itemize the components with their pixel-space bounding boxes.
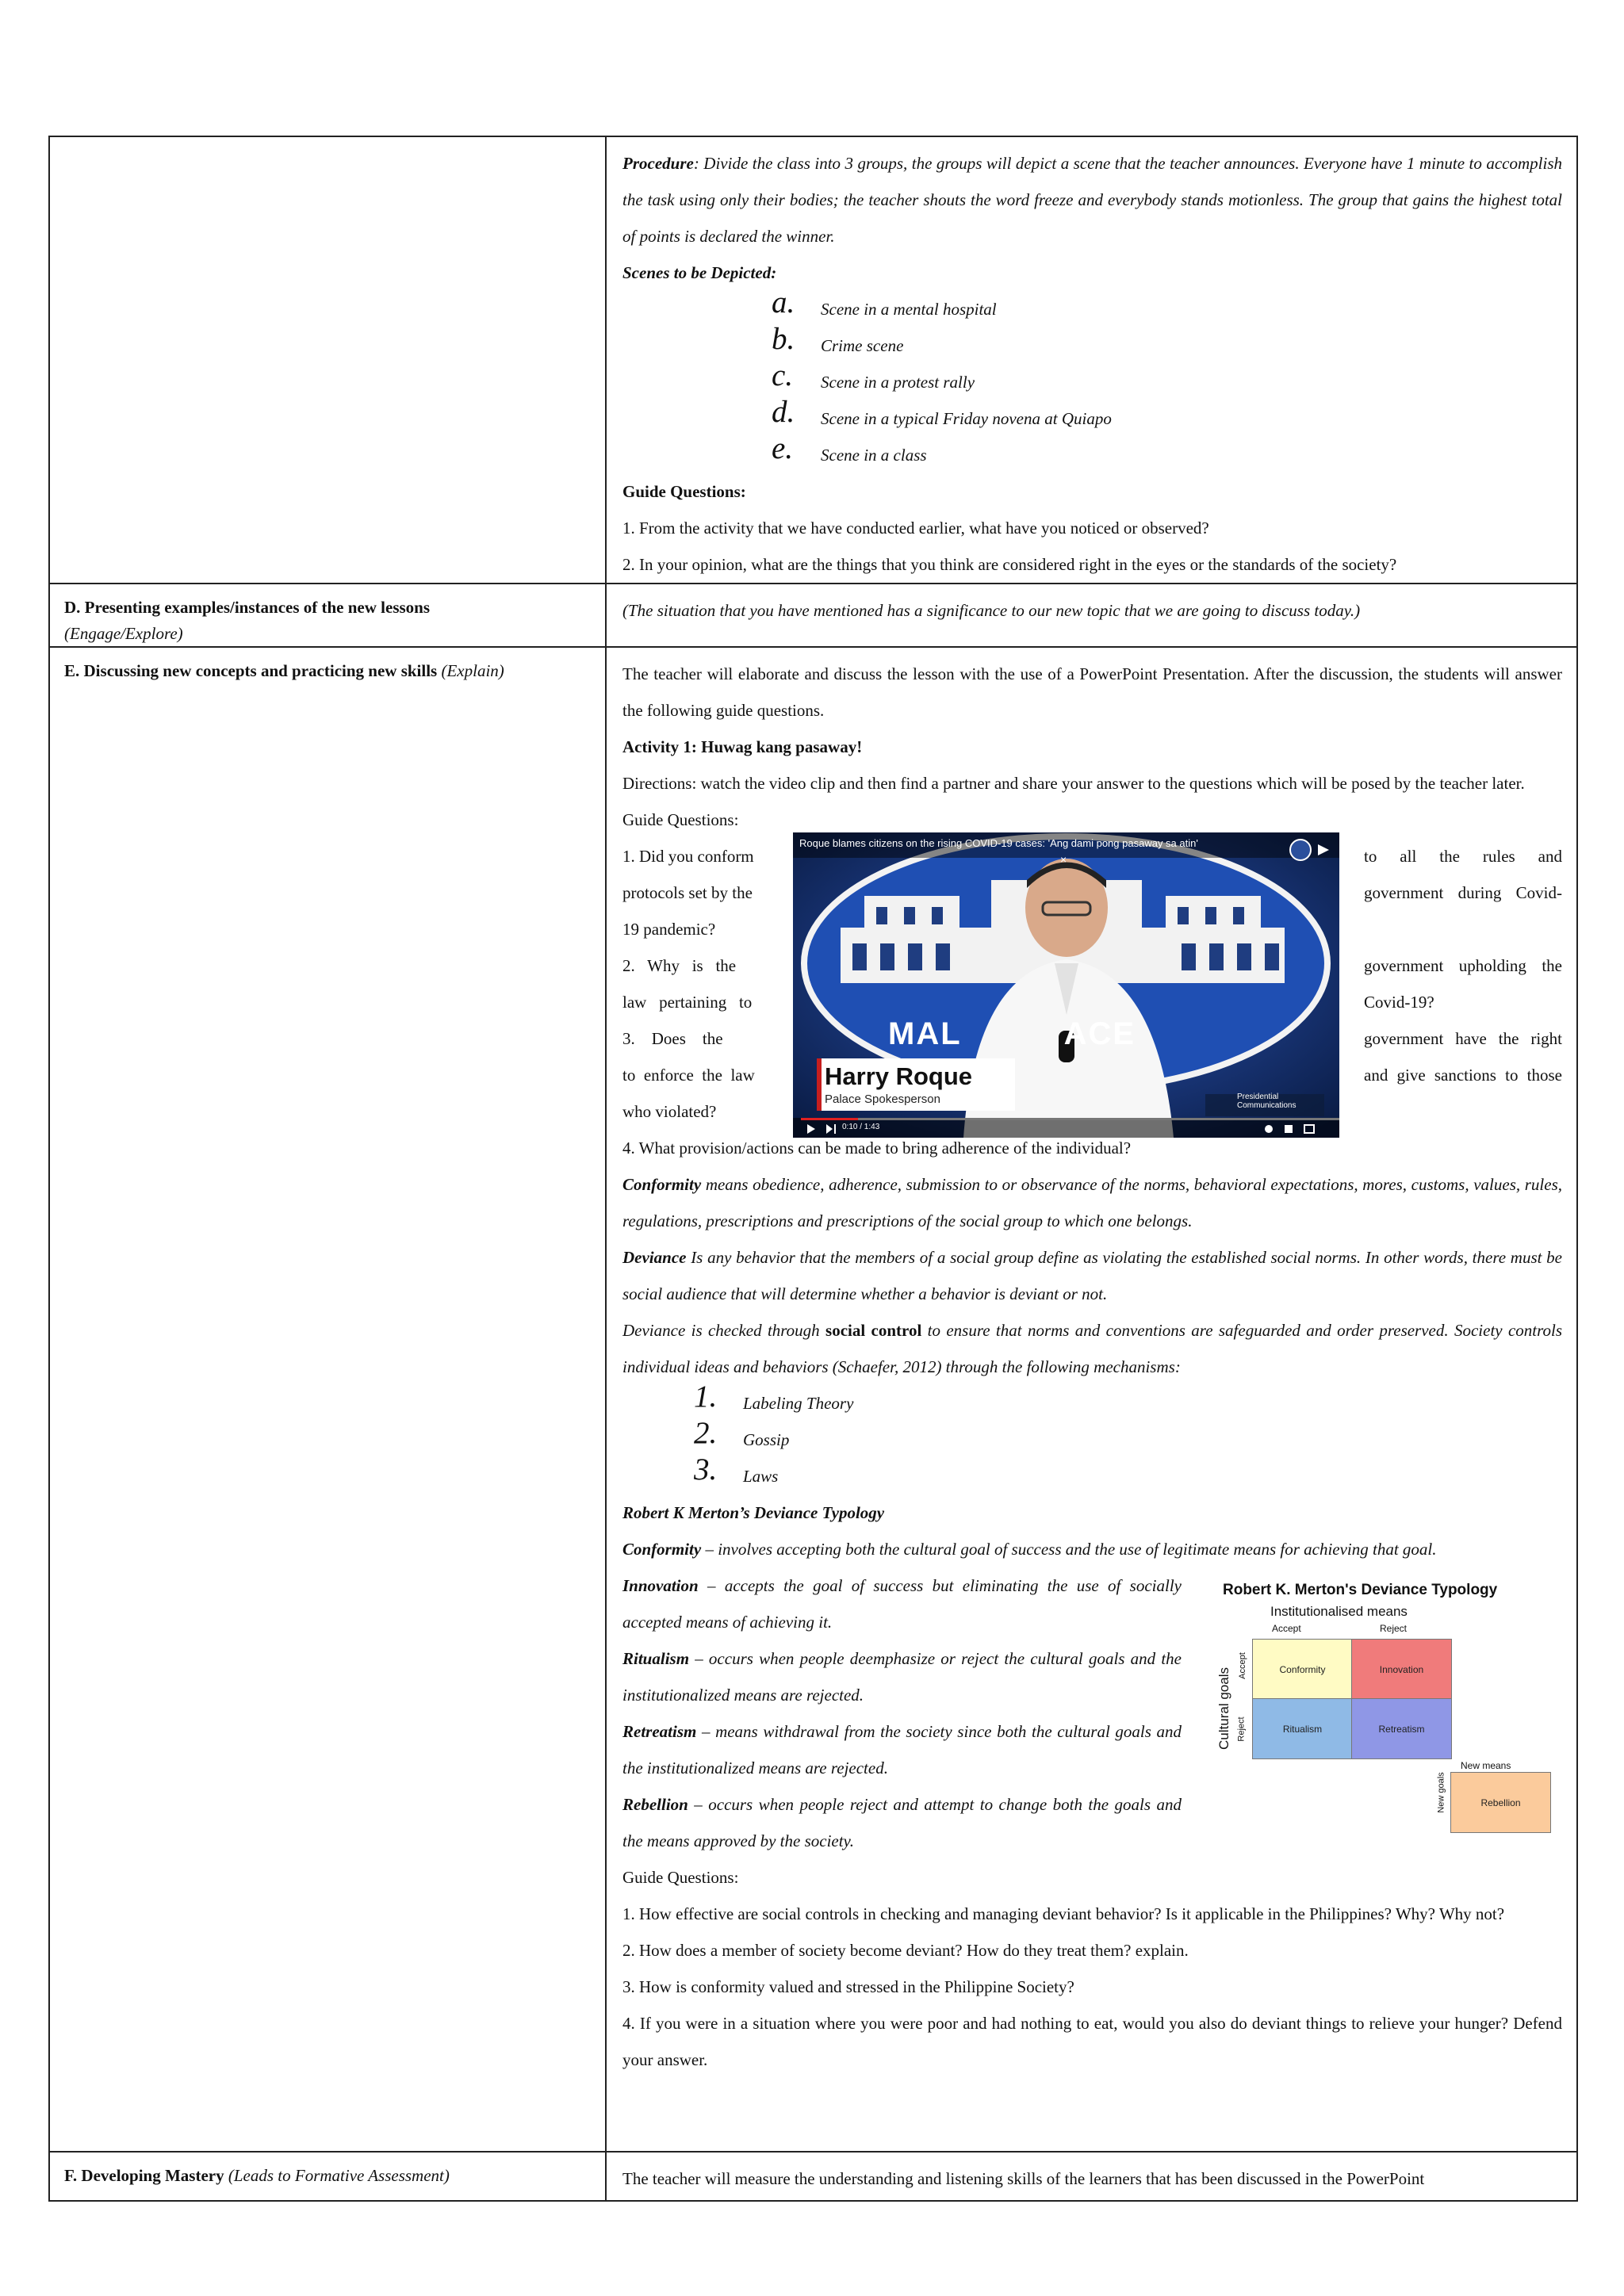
typology-left-axis: Cultural goals	[1216, 1667, 1231, 1750]
typology-ritualism	[622, 1640, 1182, 1713]
row-label-cell	[49, 647, 606, 2152]
typology-term: Ritualism	[622, 1649, 690, 1668]
typology-innovation	[622, 1567, 1182, 1640]
list-marker: a.	[772, 285, 795, 320]
list-marker: b.	[772, 322, 795, 356]
row-e-sub: (Explain)	[441, 661, 504, 680]
row-f-sub: (Leads to Formative Assessment)	[228, 2166, 450, 2185]
wrap-text: law pertaining to	[622, 993, 753, 1012]
typology-def: – means withdrawal from the society since both the cultural goals and the institutionalized means are rejected.	[622, 1722, 1182, 1777]
row-label-cell	[49, 2152, 606, 2201]
typology-def: – occurs when people deemphasize or reject the cultural goals and the institutionalized means are rejected.	[622, 1649, 1182, 1705]
wrap-text: 3. Does the	[622, 1029, 723, 1048]
typology-rebellion	[622, 1786, 1182, 1859]
typology-term: Innovation	[622, 1576, 699, 1595]
video-speaker-title: Palace Spokesperson	[825, 1093, 940, 1106]
scenes-list	[622, 285, 1562, 473]
procedure-paragraph	[622, 145, 1562, 254]
typology-cell-innovation: Innovation	[1351, 1639, 1452, 1700]
list-marker: 2.	[694, 1416, 718, 1450]
list-item	[622, 431, 1562, 473]
list-text: Laws	[743, 1467, 779, 1486]
typology-def: – occurs when people reject and attempt to change both the goals and the means approved by the society.	[622, 1795, 1182, 1850]
conformity-term: Conformity	[622, 1175, 702, 1194]
wrap-text: to enforce the law	[622, 1066, 755, 1085]
row-content-cell	[606, 2152, 1577, 2201]
list-text: Scene in a mental hospital	[821, 300, 997, 319]
guide2-question-2: 2. How does a member of society become deviant? How do they treat them? explain.	[622, 1941, 1189, 1960]
activity-guide-label: Guide Questions:	[622, 810, 739, 829]
table-row	[49, 2152, 1577, 2201]
list-text: Gossip	[743, 1430, 790, 1449]
activity-directions: Directions: watch the video clip and then find a partner and share your answer to the questions which will be posed by the teacher later.	[622, 774, 1525, 793]
deviance-term: Deviance	[622, 1248, 687, 1267]
close-icon[interactable]: ×	[1060, 853, 1067, 866]
typology-def: – involves accepting both the cultural goal of success and the use of legitimate means for achieving that goal.	[701, 1540, 1437, 1559]
wrap-text: government during Covid-	[1364, 883, 1562, 902]
deviance-def: Is any behavior that the members of a social group define as violating the established social norms. In other words, there must be social audience that will determine whether a behavior is deviant or not.	[622, 1248, 1562, 1303]
activity-title: Activity 1: Huwag kang pasaway!	[622, 737, 863, 756]
row-e-intro: The teacher will elaborate and discuss the lesson with the use of a PowerPoint Presentation. After the discussion, the students will answer the following guide questions.	[622, 664, 1562, 720]
conformity-def: means obedience, adherence, submission to or observance of the norms, behavioral expectations, mores, customs, values, rules, regulations, prescriptions and prescriptions of the social group to which one belongs.	[622, 1175, 1562, 1230]
list-item	[622, 395, 1562, 437]
typology-cell-retreatism: Retreatism	[1351, 1698, 1452, 1759]
wrap-text: 2. Why is the	[622, 956, 737, 975]
row-e-title: . Discussing new concepts and practicing new skills	[75, 661, 438, 680]
social-control-term: social control	[825, 1321, 922, 1340]
guide2-question-1: 1. How effective are social controls in checking and managing deviant behavior? Is it applicable in the Philippines? Why? Why not?	[622, 1904, 1505, 1923]
list-marker: d.	[772, 395, 795, 429]
social-control-pre: Deviance is checked through	[622, 1321, 826, 1340]
social-control-post: to ensure that norms and conventions are safeguarded and order preserved. Society controls individual ideas and behaviors (Schaefer, 2012) through the following mechanisms:	[622, 1321, 1563, 1376]
row-content-cell	[606, 136, 1577, 584]
wrap-text: government have the right	[1364, 1029, 1562, 1048]
typology-top-axis: Institutionalised means	[1270, 1604, 1408, 1619]
typology-heading: Robert K Merton’s Deviance Typology	[622, 1503, 885, 1522]
typology-cell-rebellion: Rebellion	[1450, 1772, 1551, 1833]
row-d-sub: (Engage/Explore)	[64, 624, 183, 643]
guide-question-4: 4. What provision/actions can be made to bring adherence of the individual?	[622, 1138, 1132, 1158]
row-f-title: F. Developing Mastery	[64, 2166, 224, 2185]
mechanisms-list	[622, 1380, 1562, 1494]
typology-accept-col: Accept	[1272, 1623, 1301, 1634]
row-d-content: (The situation that you have mentioned has a significance to our new topic that we are going to discuss today.)	[622, 601, 1361, 620]
procedure-text: : Divide the class into 3 groups, the groups will depict a scene that the teacher announces. Everyone have 1 minute to accomplish the task using only their bodies; the teacher shouts the word freeze and everybody stands motionless. The group that gains the highest total of points is declared the winner.	[622, 154, 1562, 246]
row-d-letter: D	[64, 598, 77, 617]
list-item	[622, 285, 1562, 327]
list-item	[622, 1380, 1562, 1422]
guide2-question-3: 3. How is conformity valued and stressed in the Philippine Society?	[622, 1977, 1074, 1996]
row-e-label	[64, 656, 591, 687]
video-channel-text: Presidential Communications	[1237, 1093, 1297, 1110]
wrap-text: government upholding the	[1364, 956, 1562, 975]
wrap-text: 1. Did you conform	[622, 847, 754, 866]
wrap-line: who violated?	[622, 1102, 717, 1121]
row-d-label	[64, 592, 591, 623]
procedure-label: Procedure	[622, 154, 694, 173]
typology-reject-row: Reject	[1236, 1716, 1247, 1742]
typology-figure-title: Robert K. Merton's Deviance Typology	[1223, 1582, 1498, 1598]
typology-cell-conformity: Conformity	[1252, 1639, 1353, 1700]
wrap-text: and give sanctions to those	[1364, 1066, 1562, 1085]
guide2-question-4: 4. If you were in a situation where you were poor and had nothing to eat, would you also do deviant things to relieve your hunger? Defend your answer.	[622, 2014, 1562, 2069]
typology-cell-ritualism: Ritualism	[1252, 1698, 1353, 1759]
typology-new-means: New means	[1461, 1760, 1511, 1771]
scenes-label: Scenes to be Depicted:	[622, 263, 777, 282]
table-row	[49, 136, 1577, 584]
merton-typology-figure	[1215, 1582, 1556, 1843]
typology-conformity	[622, 1531, 1562, 1567]
row-label-cell	[49, 584, 606, 647]
row-d-title: . Presenting examples/instances of the new lessons	[76, 598, 431, 617]
video-time: 0:10 / 1:43	[842, 1123, 880, 1131]
typology-def: – accepts the goal of success but eliminating the use of socially accepted means of achieving it.	[622, 1576, 1182, 1632]
wrap-text: protocols set by the	[622, 883, 753, 902]
list-text: Crime scene	[821, 336, 904, 355]
list-item	[622, 322, 1562, 364]
row-f-content: The teacher will measure the understanding and listening skills of the learners that has been discussed in the PowerPoint	[622, 2169, 1425, 2188]
conformity-definition	[622, 1166, 1562, 1239]
list-item	[622, 1416, 1562, 1458]
typology-reject-col: Reject	[1380, 1623, 1408, 1634]
guide-question-2: 2. In your opinion, what are the things that you think are considered right in the eyes or the standards of the society?	[622, 555, 1397, 574]
list-text: Scene in a class	[821, 446, 927, 465]
row-e-letter: E	[64, 661, 76, 680]
typology-accept-row: Accept	[1237, 1652, 1247, 1679]
list-marker: 3.	[694, 1452, 718, 1487]
list-item	[622, 1452, 1562, 1494]
list-text: Scene in a protest rally	[821, 373, 975, 392]
deviance-definition	[622, 1239, 1562, 1312]
list-marker: e.	[772, 431, 794, 465]
typology-term: Conformity	[622, 1540, 702, 1559]
row-label-cell	[49, 136, 606, 584]
list-marker: 1.	[694, 1380, 718, 1414]
lesson-plan-table	[48, 136, 1578, 2202]
video-player[interactable]	[793, 832, 1339, 1138]
video-caption: Roque blames citizens on the rising COVID-19 cases: 'Ang dami pong pasaway sa atin'	[799, 837, 1198, 849]
video-speaker-name: Harry Roque	[825, 1062, 973, 1090]
row-content-cell	[606, 584, 1577, 647]
guide-questions-2-label: Guide Questions:	[622, 1868, 739, 1887]
table-row	[49, 584, 1577, 647]
wrap-line: 19 pandemic?	[622, 920, 716, 939]
typology-term: Retreatism	[622, 1722, 697, 1741]
guide-question-1: 1. From the activity that we have conducted earlier, what have you noticed or observed?	[622, 519, 1209, 538]
typology-new-goals: New goals	[1436, 1772, 1446, 1813]
wrap-text: Covid-19?	[1364, 993, 1434, 1012]
list-item	[622, 358, 1562, 400]
list-text: Labeling Theory	[743, 1394, 854, 1413]
wrap-text: to all the rules and	[1364, 847, 1562, 866]
list-marker: c.	[772, 358, 794, 392]
video-backdrop-text: MAL ACE	[888, 1016, 1136, 1051]
typology-retreatism	[622, 1713, 1182, 1786]
guide-questions-label: Guide Questions:	[622, 482, 746, 501]
typology-term: Rebellion	[622, 1795, 688, 1814]
list-text: Scene in a typical Friday novena at Quiapo	[821, 409, 1112, 428]
social-control-paragraph	[622, 1312, 1562, 1385]
